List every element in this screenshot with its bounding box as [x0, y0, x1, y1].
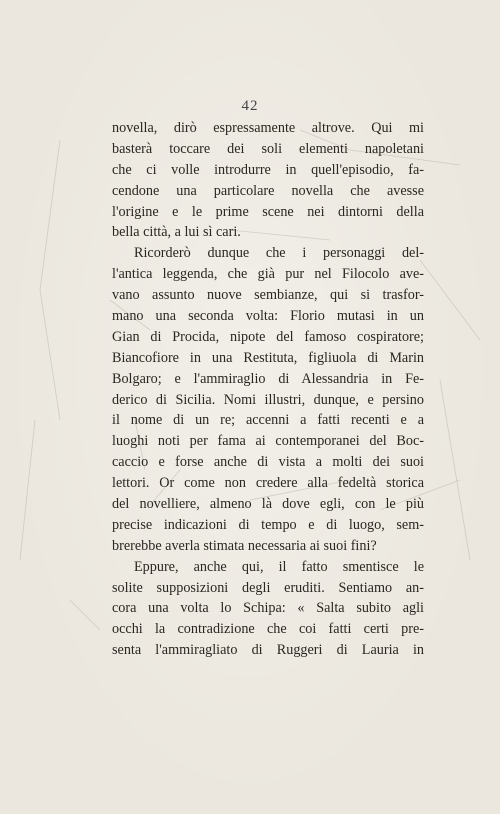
text-line: Gian di Procida, nipote del famoso cospiratore;: [112, 328, 424, 345]
text-line: che ci volle introdurre in quell'episodio, fa-: [112, 161, 424, 178]
text-line: cora una volta lo Schipa: « Salta subito agli: [112, 600, 424, 617]
page-number: 42: [241, 98, 259, 114]
text-line: del novelliere, almeno là dove egli, con le più: [112, 496, 424, 513]
text-line: precise indicazioni di tempo e di luogo, sem-: [112, 516, 424, 533]
text-line: lettori. Or come non credere alla fedeltà storica: [112, 475, 424, 492]
text-line: cendone una particolare novella che avesse: [112, 182, 424, 199]
text-line: brerebbe averla stimata necessaria ai suoi fini?: [112, 537, 377, 554]
text-line: novella, dirò espressamente altrove. Qui mi: [112, 120, 424, 136]
text-line: il nome di un re; accenni a fatti recenti e a: [112, 412, 424, 429]
text-line: bella città, a lui sì cari.: [112, 224, 241, 241]
text-line: derico di Sicilia. Nomi illustri, dunque, e persino: [112, 391, 424, 408]
text-line: Bolgaro; e l'ammiraglio di Alessandria in Fe-: [112, 370, 424, 387]
text-line: caccio e forse anche di vista a molti dei suoi: [112, 454, 424, 471]
text-line: solite supposizioni degli eruditi. Sentiamo an-: [112, 579, 424, 596]
text-line: occhi la contradizione che coi fatti certi pre-: [112, 621, 424, 638]
text-line: l'origine e le prime scene nei dintorni della: [112, 203, 424, 220]
text-line: luoghi noti per fama ai contemporanei del Boc-: [112, 433, 424, 450]
text-line: Eppure, anche qui, il fatto smentisce le: [134, 558, 424, 575]
text-line: vano assunto nuove sembianze, qui si trasfor-: [112, 287, 424, 304]
text-line: Ricorderò dunque che i personaggi del-: [134, 245, 424, 262]
text-line: l'antica leggenda, che già pur nel Filocolo ave-: [112, 266, 424, 283]
text-line: senta l'ammiragliato di Ruggeri di Lauria in: [112, 642, 424, 659]
body-text: [112, 118, 424, 661]
text-line: Biancofiore in una Restituta, figliuola di Marin: [112, 349, 424, 366]
text-line: mano una seconda volta: Florio mutasi in un: [112, 308, 424, 325]
text-line: basterà toccare dei soli elementi napoletani: [112, 140, 424, 157]
